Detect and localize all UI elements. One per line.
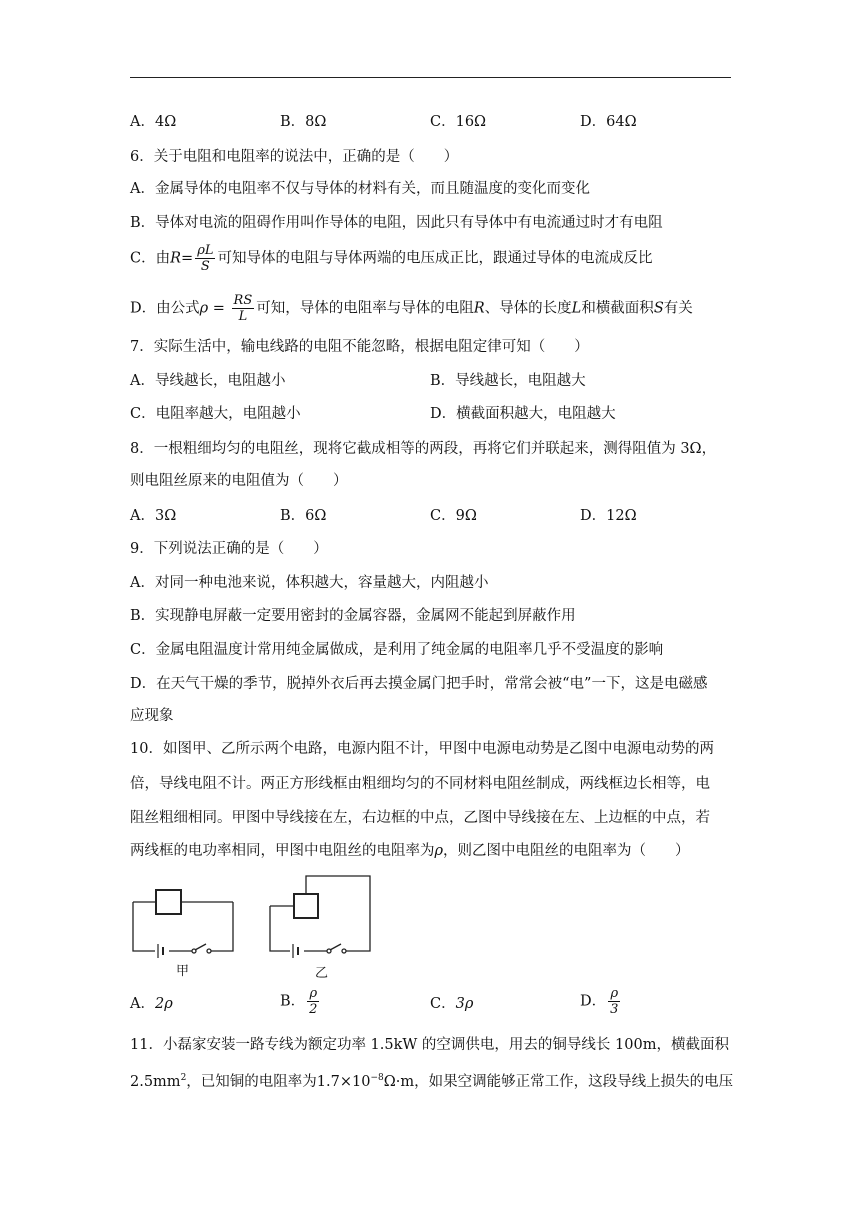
- q10-b-den: 2: [309, 1002, 318, 1017]
- q6-c-eq: =: [181, 250, 194, 267]
- q9-option-d-line2: 应现象: [130, 708, 174, 724]
- q8-option-a: A．3Ω: [130, 508, 177, 524]
- q6-d-l: L: [571, 300, 582, 317]
- q6-d-r: R: [473, 300, 485, 317]
- q7-option-a: A．导线越长，电阻越小: [130, 373, 286, 389]
- q7-stem: 7．实际生活中，输电线路的电阻不能忽略，根据电阻定律可知（ ）: [130, 339, 589, 355]
- q10-line4-rho: ρ: [434, 843, 444, 859]
- q11-line2-mid: ，已知铜的电阻率为: [186, 1073, 317, 1090]
- q6-c-den: S: [200, 259, 210, 274]
- q6-d-text3: 和横截面积: [581, 300, 654, 317]
- q5-option-c: C．16Ω: [430, 114, 487, 130]
- q6-d-rho: ρ: [199, 300, 209, 317]
- q7-option-b: B．导线越长，电阻越大: [430, 373, 586, 389]
- q10-d-num: ρ: [608, 986, 620, 1002]
- figure-caption-jia: 甲: [176, 964, 190, 979]
- q10-b-fraction: [307, 986, 319, 1017]
- q7-option-c: C．电阻率越大，电阻越小: [130, 406, 301, 422]
- q10-b-label: B．: [280, 993, 306, 1010]
- q10-stem-line3: 阻丝粗细相同。甲图中导线接在左，右边框的中点，乙图中导线接在左、上边框的中点，若: [130, 810, 710, 826]
- q11-resistivity-unit: Ω·m: [383, 1073, 415, 1090]
- q6-c-prefix: C．由: [130, 250, 171, 267]
- circuit-jia: [133, 890, 233, 958]
- q10-option-d: [580, 986, 622, 1017]
- circuit-figures: [125, 870, 395, 970]
- q8-option-c: C．9Ω: [430, 508, 477, 524]
- q6-c-text: 可知导体的电阻与导体两端的电压成正比，跟通过导体的电流成反比: [217, 250, 653, 267]
- q7-option-d: D．横截面积越大，电阻越大: [430, 406, 616, 422]
- q10-line4-prefix: 两线框的电功率相同，甲图中电阻丝的电阻率为: [130, 843, 435, 859]
- q10-line4-suffix: ，则乙图中电阻丝的电阻率为（ ）: [443, 843, 690, 859]
- q6-d-fraction: [232, 293, 255, 324]
- q6-d-s: S: [653, 300, 664, 317]
- q5-option-a: A．4Ω: [130, 114, 177, 130]
- q6-c-fraction: [195, 243, 215, 274]
- q6-d-text2: 、导体的长度: [484, 300, 572, 317]
- q6-option-a: A．金属导体的电阻率不仅与导体的材料有关，而且随温度的变化而变化: [130, 181, 590, 197]
- q6-d-den: L: [238, 309, 248, 324]
- q10-c-label: C．: [430, 996, 456, 1012]
- q6-stem: 6．关于电阻和电阻率的说法中，正确的是（ ）: [130, 149, 459, 165]
- q8-stem-line1: 8．一根粗细均匀的电阻丝，现将它截成相等的两段，再将它们并联起来，测得阻值为 3Ω，: [130, 441, 717, 457]
- q6-option-c: [130, 243, 652, 274]
- q6-d-text1: 可知，导体的电阻率与导体的电阻: [256, 300, 474, 317]
- circuit-yi: [270, 876, 370, 958]
- figure-caption-yi: 乙: [315, 966, 329, 981]
- q11-area-value: 2.5mm: [130, 1073, 181, 1090]
- q10-stem-line1: 10．如图甲、乙所示两个电路，电源内阻不计，甲图中电源电动势是乙图中电源电动势的两: [130, 741, 714, 757]
- q10-b-num: ρ: [307, 986, 319, 1002]
- q5-option-b: B．8Ω: [280, 114, 327, 130]
- q6-option-b: B．导体对电流的阻碍作用叫作导体的电阻，因此只有导体中有电流通过时才有电阻: [130, 215, 663, 231]
- header-rule: [130, 77, 731, 78]
- q10-d-den: 3: [610, 1002, 619, 1017]
- q10-d-fraction: [608, 986, 620, 1017]
- q6-c-r: R: [170, 250, 182, 267]
- q9-stem: 9．下列说法正确的是（ ）: [130, 541, 328, 557]
- q11-area-exponent: 2: [180, 1073, 187, 1083]
- q10-a-label: A．: [130, 996, 155, 1012]
- q10-stem-line2: 倍，导线电阻不计。两正方形线框由粗细均匀的不同材料电阻丝制成，两线框边长相等，电: [130, 776, 710, 792]
- q5-option-d: D．64Ω: [580, 114, 637, 130]
- q10-option-a: [130, 994, 173, 1014]
- q10-d-label: D．: [580, 993, 607, 1010]
- q11-stem-line2: [130, 1068, 733, 1092]
- q10-option-c: [430, 994, 473, 1014]
- q10-c-value: 3ρ: [455, 996, 474, 1012]
- q11-resistivity-exponent: −8: [370, 1073, 384, 1083]
- q6-d-prefix: D．由公式: [130, 300, 200, 317]
- q10-option-b: [280, 986, 321, 1017]
- q8-option-d: D．12Ω: [580, 508, 637, 524]
- q9-option-a: A．对同一种电池来说，体积越大，容量越大，内阻越小: [130, 575, 489, 591]
- q9-option-c: C．金属电阻温度计常用纯金属做成，是利用了纯金属的电阻率几乎不受温度的影响: [130, 642, 664, 658]
- q9-option-b: B．实现静电屏蔽一定要用密封的金属容器，金属网不能起到屏蔽作用: [130, 608, 576, 624]
- q11-stem-line1: 11．小磊家安装一路专线为额定功率 1.5kW 的空调供电，用去的铜导线长 100m，横截面积: [130, 1037, 729, 1053]
- q6-d-num: RS: [233, 293, 253, 308]
- q6-d-eq: =: [208, 300, 230, 317]
- q6-d-text4: 有关: [663, 300, 693, 317]
- q10-a-value: 2ρ: [154, 996, 173, 1012]
- q10-stem-line4: [130, 841, 690, 861]
- q11-resistivity-value: 1.7×10: [316, 1073, 371, 1090]
- q6-option-d: [130, 293, 693, 324]
- q6-c-num: ρL: [197, 243, 214, 258]
- q11-line2-suffix: ，如果空调能够正常工作，这段导线上损失的电压: [414, 1073, 734, 1090]
- q8-option-b: B．6Ω: [280, 508, 327, 524]
- q9-option-d-line1: D．在天气干燥的季节，脱掉外衣后再去摸金属门把手时，常常会被“电”一下，这是电磁感: [130, 676, 708, 692]
- q8-stem-line2: 则电阻丝原来的电阻值为（ ）: [130, 473, 348, 489]
